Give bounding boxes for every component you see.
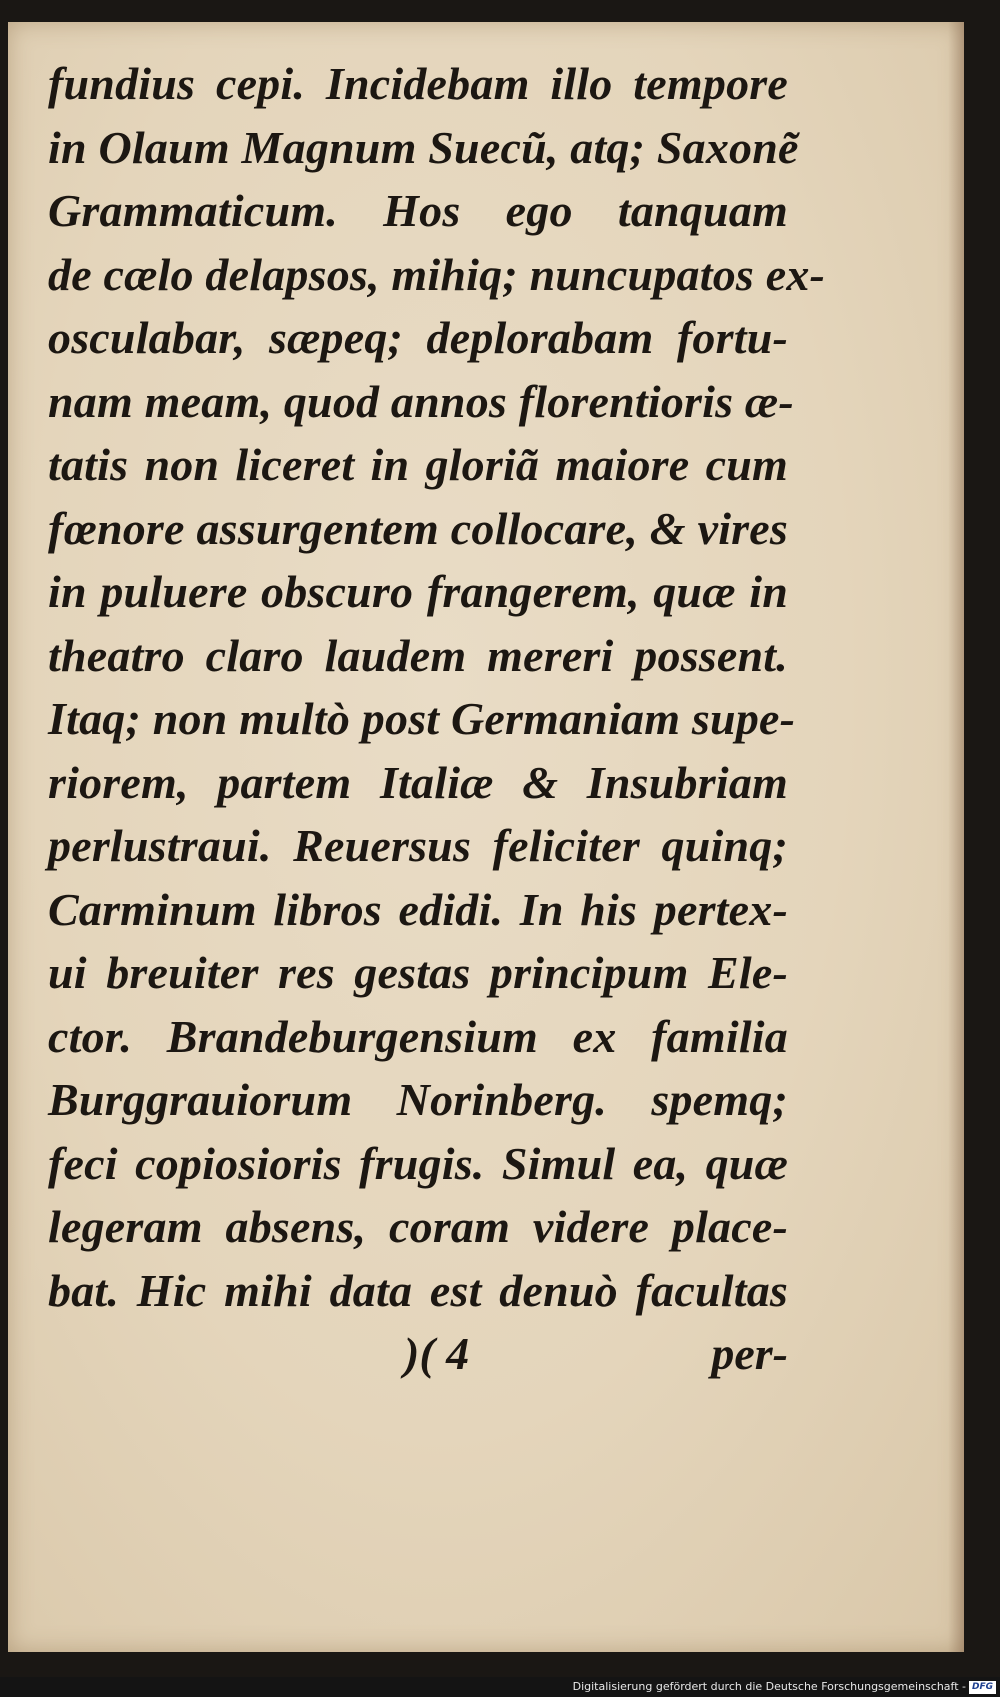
text-line: Grammaticum. Hos ego tanquam <box>48 185 788 236</box>
book-page <box>8 22 964 1652</box>
page-edge-shadow <box>948 22 964 1652</box>
text-line: legeram absens, coram videre place- <box>48 1201 788 1252</box>
dfg-logo: DFG <box>969 1681 996 1694</box>
text-line: nam meam, quod annos florentioris æ- <box>48 375 794 427</box>
page-footer-row <box>48 1327 788 1387</box>
text-line: de cælo delapsos, mihiq; nuncupatos ex- <box>48 248 826 300</box>
funding-credit: Digitalisierung gefördert durch die Deutsche Forschungsgemeinschaft - <box>572 1680 966 1693</box>
text-line: perlustraui. Reuersus feliciter quinq; <box>48 820 788 871</box>
text-line: in Olaum Magnum Suecũ, atq; Saxonẽ <box>48 121 799 173</box>
text-line: in puluere obscuro frangerem, quæ in <box>48 566 788 617</box>
body-text <box>48 52 826 1322</box>
signature-mark: )( 4 <box>404 1328 470 1379</box>
text-line: osculabar, sæpeq; deplorabam fortu- <box>48 312 788 363</box>
text-line: fœnore assurgentem collocare, & vires <box>48 502 788 554</box>
text-line: riorem, partem Italiæ & Insubriam <box>48 756 788 808</box>
text-line: ui breuiter res gestas principum Ele- <box>48 947 788 998</box>
text-line: fundius cepi. Incidebam illo tempore <box>48 58 788 109</box>
text-line: Itaq; non multò post Germaniam supe- <box>48 693 796 744</box>
text-line: Burggrauiorum Norinberg. spemq; <box>48 1074 788 1125</box>
text-line: theatro claro laudem mereri possent. <box>48 629 788 681</box>
text-line: feci copiosioris frugis. Simul ea, quæ <box>48 1137 788 1189</box>
catchword: per- <box>711 1328 788 1379</box>
text-line: ctor. Brandeburgensium ex familia <box>48 1010 788 1062</box>
text-line: tatis non liceret in gloriã maiore cum <box>48 439 788 490</box>
text-line: Carminum libros edidi. In his pertex- <box>48 883 788 935</box>
text-line: bat. Hic mihi data est denuò facultas <box>48 1264 788 1316</box>
